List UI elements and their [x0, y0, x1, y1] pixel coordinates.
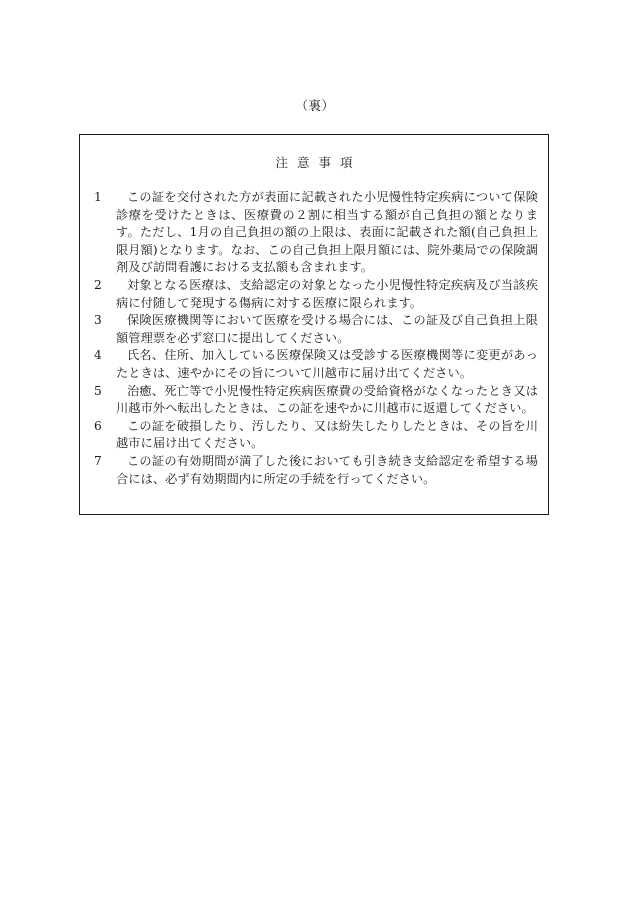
notice-title: 注意事項	[275, 155, 362, 170]
notice-item-5	[94, 383, 538, 418]
notice-item-text: 氏名、住所、加入している医療保険又は受診する医療機関等に変更があったときは、速やかにその旨について川越市に届け出てください。	[116, 348, 538, 380]
notice-item-7	[94, 453, 538, 488]
notice-item-number: 7	[94, 453, 102, 468]
notice-item-number: 1	[94, 190, 102, 204]
notice-item-text: 対象となる医療は、支給認定の対象となった小児慢性特定疾病及び当該疾病に付随して発現する傷病に対する医療に限られます。	[116, 277, 538, 310]
notice-item-3	[94, 312, 538, 347]
notice-item-2	[94, 277, 538, 312]
notice-item-number: 2	[94, 277, 102, 292]
notice-item-number: 5	[94, 383, 102, 398]
back-side-label: （裏）	[295, 98, 335, 113]
notice-item-number: 6	[94, 418, 102, 433]
notice-item-4	[94, 347, 538, 382]
notice-list	[94, 189, 538, 488]
notice-item-text: 保険医療機関等において医療を受ける場合には、この証及び自己負担上限額管理票を必ず窓口に提出してください。	[116, 313, 538, 345]
notice-item-text: 治癒、死亡等で小児慢性特定疾病医療費の受給資格がなくなったとき又は川越市外へ転出したときは、この証を速やかに川越市に返還してください。	[116, 383, 538, 416]
notice-item-1	[94, 189, 538, 277]
notice-item-text: この証を破損したり、汚したり、又は紛失したりしたときは、その旨を川越市に届け出てください。	[116, 418, 538, 451]
notice-item-text: この証を交付された方が表面に記載された小児慢性特定疾病について保険診療を受けたときは、医療費の２割に相当する額が自己負担の額となります。ただし、1月の自己負担の額の上限は、表面に記載された額(自己負担上限月額)となります。なお、この自己負担上限月額には、院外薬局での保険調剤及び訪問看護における支払額も含まれます。	[116, 190, 538, 275]
notice-item-text: この証の有効期間が満了した後においても引き続き支給認定を希望する場合には、必ず有効期間内に所定の手続を行ってください。	[116, 453, 538, 486]
notice-item-6	[94, 418, 538, 453]
notice-item-number: 4	[94, 348, 102, 363]
notice-item-number: 3	[94, 313, 102, 328]
notice-box	[79, 134, 549, 515]
